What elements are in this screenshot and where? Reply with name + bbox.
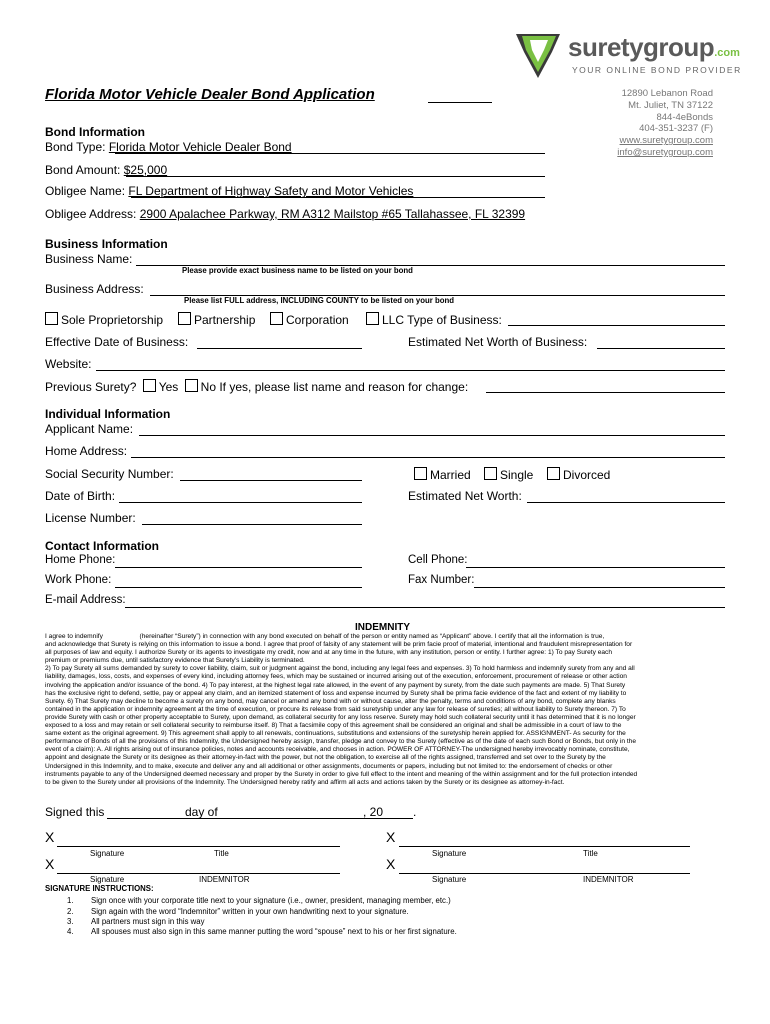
instruction-number: 2.: [67, 907, 74, 916]
obligee-address-label: Obligee Address:: [45, 207, 137, 221]
married-checkbox[interactable]: [414, 467, 427, 480]
obligee-address-value: 2900 Apalachee Parkway, RM A312 Mailstop #65 Tallahassee, FL 32399: [139, 207, 526, 221]
single-label: Single: [500, 468, 534, 482]
sig-x-2: X: [386, 829, 396, 845]
fax-number-input[interactable]: [474, 574, 725, 588]
company-logo: [508, 26, 742, 81]
indemnity-line: provide Surety with cash or other property acceptable to Surety, upon demand, as collateral security for any loss reserve. Surety may hold such collateral security until it has determined that it is no longer: [45, 713, 636, 721]
llc-label: LLC: [382, 313, 405, 327]
previous-surety-no-checkbox[interactable]: [185, 379, 198, 392]
instruction-item: All spouses must also sign in this same manner putting the word “spouse” next to his or her first signature.: [91, 927, 457, 936]
partnership-label: Partnership: [194, 313, 256, 327]
indemnity-line: to be given to the Surety under all provisions of the Indemnity. The Undersigned hereby ratify and affirm all acts and actions taken by the Surety or its designee as attorney-in-fact.: [45, 778, 565, 786]
indemnity-line: all purposes of law and equity. I authorize Surety or its agents to investigate my credit, now and at any time in the future, with any institution, person or entity. I further agree: 1) To pay Surety each: [45, 649, 612, 657]
contact-info-heading: Contact Information: [45, 539, 159, 553]
ssn-label: Social Security Number:: [45, 467, 174, 481]
indemnity-line: has the exclusive right to defend, settle, pay or appeal any claim, and an itemized statement of loss and expense incurred by Surety shall be prima facie evidence of the fact and extent of my liability to: [45, 689, 627, 697]
individual-net-worth-input[interactable]: [527, 489, 725, 503]
logo-wordmark: suretygroup: [568, 32, 715, 62]
divorced-label: Divorced: [563, 468, 611, 482]
individual-info-heading: Individual Information: [45, 407, 171, 421]
work-phone-label: Work Phone:: [45, 574, 112, 586]
indemnity-line: 2) To pay Surety all sums demanded by surety to cover liability, claim, suit or judgment against the bond, including any legal fees and expenses. 3) To hold harmless and indemnify surety from any and all: [45, 665, 635, 673]
type-of-business-label: Type of Business:: [407, 313, 502, 327]
email-address-label: E-mail Address:: [45, 594, 126, 606]
previous-surety-yes-checkbox[interactable]: [143, 379, 156, 392]
fax-number-label: Fax Number:: [408, 574, 475, 586]
bond-type-value: Florida Motor Vehicle Dealer Bond: [108, 140, 292, 154]
bond-amount-line: [123, 163, 545, 177]
contact-address-1: 12890 Lebanon Road: [621, 88, 713, 99]
website-label: Website:: [45, 357, 92, 371]
dob-input[interactable]: [119, 489, 362, 503]
signature-caption: Signature: [90, 875, 125, 884]
instruction-item: Sign again with the word “Indemnitor” written in your own handwriting next to your signature.: [91, 907, 409, 916]
previous-surety-reason-input[interactable]: [486, 379, 725, 393]
corporation-label: Corporation: [286, 313, 349, 327]
indemnity-line: event of a claim): A. All rights arising out of insurance policies, notes and accounts receivable, and chooses in action. POWER OF ATTORNEY-The undersigned hereby irrevocably nominate, constitute,: [45, 746, 630, 754]
contact-block: [617, 88, 713, 159]
signature-indemnitor-input-1[interactable]: [57, 860, 340, 874]
title-caption: Title: [214, 849, 229, 858]
divorced-checkbox[interactable]: [547, 467, 560, 480]
married-option: [414, 467, 471, 482]
sig-x-3: X: [45, 856, 55, 872]
dob-label: Date of Birth:: [45, 489, 116, 503]
contact-website-link[interactable]: www.suretygroup.com: [619, 135, 713, 147]
obligee-name-label: Obligee Name:: [45, 184, 126, 198]
business-name-input[interactable]: [136, 252, 725, 266]
bond-type-label: Bond Type:: [45, 140, 106, 154]
applicant-name-label: Applicant Name:: [45, 422, 134, 436]
indemnity-line: I agree to indemnify (hereinafter “Surety”) in connection with any bond executed on behalf of the person or entity named as “Applicant” above. I certify that all the information is true,: [45, 633, 605, 640]
signed-year-input[interactable]: [397, 805, 413, 819]
home-phone-label: Home Phone:: [45, 554, 116, 566]
bond-type-line: [115, 140, 545, 154]
logo-tagline: YOUR ONLINE BOND PROVIDER: [572, 65, 742, 75]
obligee-address-row: [45, 207, 525, 221]
indemnity-line: premium or premiums due, until satisfactory evidence that Surety’s Liability is terminated.: [45, 657, 305, 665]
signed-this-label: Signed this: [45, 805, 105, 819]
home-address-input[interactable]: [131, 444, 725, 458]
indemnity-line: instruments payable to any of the Undersigned deemed necessary and proper by the Surety in order to give full effect to the intent and meaning of the within assignment and for the full protection intended: [45, 770, 638, 778]
home-address-label: Home Address:: [45, 444, 128, 458]
bond-amount-value: $25,000: [123, 163, 168, 177]
corporation-checkbox[interactable]: [270, 312, 283, 325]
indemnity-heading: INDEMNITY: [355, 622, 410, 633]
sole-proprietorship-checkbox[interactable]: [45, 312, 58, 325]
contact-address-2: Mt. Juliet, TN 37122: [628, 99, 713, 111]
cell-phone-label: Cell Phone:: [408, 554, 468, 566]
effective-date-label: Effective Date of Business:: [45, 335, 189, 349]
business-net-worth-label: Estimated Net Worth of Business:: [408, 335, 588, 349]
signature-caption: Signature: [90, 849, 125, 858]
contact-phone: 844-4eBonds: [656, 111, 713, 123]
title-underline-extension: [428, 102, 492, 103]
indemnity-line: and acknowledge that Surety is relying on this information to issue a bond. I agree that proof of falsity of any statement will be prim facie proof of material, intentional and fraudulent misrepresentation for: [45, 641, 633, 649]
divorced-option: [547, 467, 610, 482]
applicant-name-input[interactable]: [139, 422, 725, 436]
business-address-note: Please list FULL address, INCLUDING COUNTY to be listed on your bond: [184, 296, 455, 305]
indemnity-text: [45, 633, 725, 787]
contact-email-link[interactable]: info@suretygroup.com: [617, 146, 713, 158]
page-title: Florida Motor Vehicle Dealer Bond Application: [45, 86, 375, 103]
married-label: Married: [430, 468, 471, 482]
title-caption: Title: [583, 849, 598, 858]
business-address-input[interactable]: [150, 282, 725, 296]
previous-surety-no-label: No: [200, 380, 216, 394]
previous-surety-reason-label: If yes, please list name and reason for change:: [219, 380, 469, 394]
website-input[interactable]: [96, 357, 725, 371]
logo-dotcom: .com: [714, 47, 740, 59]
license-number-label: License Number:: [45, 511, 136, 525]
signature-caption: Signature: [432, 849, 467, 858]
previous-surety-label: Previous Surety?: [45, 380, 137, 394]
business-info-heading: Business Information: [45, 237, 168, 251]
instruction-item: Sign once with your corporate title next to your signature (i.e., owner, president, managing member, etc.): [91, 896, 451, 905]
indemnity-line: liability, damages, loss, costs, and expenses of every kind, including attorney fees, which may be sustained or incurred arising out of the execution, enforcement, procurement of release or other action: [45, 673, 627, 681]
signature-title-input-1[interactable]: [57, 833, 340, 847]
indemnity-line: performance of Bonds of all the provisions of this Indemnity, the Undersigned hereby assign, transfer, pledge and convey to the Surety (effective as of the date of each such Bond or Bonds, but only in the: [45, 738, 636, 746]
partnership-checkbox[interactable]: [178, 312, 191, 325]
single-option: [484, 467, 533, 482]
type-of-business-input[interactable]: [508, 312, 725, 326]
signed-day-of-label: day of: [185, 805, 218, 819]
instruction-number: 3.: [67, 917, 74, 926]
indemnity-line: same extent as the original agreement. 9) This agreement shall apply to all renewals, continuations, substitutions and extensions of the suretyship herein applied for. ASSIGNMENT- As security for the: [45, 730, 626, 738]
previous-surety-yes-label: Yes: [158, 380, 179, 394]
instruction-number: 4.: [67, 927, 74, 936]
signature-caption: Signature: [432, 875, 467, 884]
sig-x-1: X: [45, 829, 55, 845]
indemnity-line: Surety. 6) That Surety may decline to become a surety on any bond, may cancel or amend any bond with or without cause, alter the penalty, terms and conditions of any bond, complete any blanks: [45, 697, 616, 705]
partnership-option: [178, 312, 255, 327]
signature-indemnitor-input-2[interactable]: [399, 860, 690, 874]
business-name-label: Business Name:: [45, 252, 133, 266]
sig-x-4: X: [386, 856, 396, 872]
signature-title-input-2[interactable]: [399, 833, 690, 847]
business-address-label: Business Address:: [45, 282, 144, 296]
signed-year-label: , 20: [363, 805, 384, 819]
individual-net-worth-label: Estimated Net Worth:: [408, 489, 522, 503]
obligee-name-line: [131, 184, 545, 198]
bond-info-heading: Bond Information: [45, 125, 145, 139]
indemnity-line: appoint and designate the Surety or its designee as their attorney-in-fact with the power, but not the obligation, to exercise all of the rights assigned, transferred and set over to the Surety by the: [45, 754, 606, 762]
indemnity-line: contained in the application or indemnity agreement at the time of execution, or procure its release from said suretyship under any law for release of sureties; all without liability to Surety thereon. 7) To: [45, 705, 626, 713]
signature-instructions-heading: SIGNATURE INSTRUCTIONS:: [45, 884, 154, 893]
indemnitor-caption: INDEMNITOR: [583, 875, 634, 884]
signed-period: .: [413, 805, 417, 819]
indemnity-line: exposed to a loss and may retain or sell collateral security to reimburse itself. 8) That a facsimile copy of this agreement shall be considered an original and shall be admissible in a court of law to the: [45, 722, 622, 730]
indemnitor-caption: INDEMNITOR: [199, 875, 250, 884]
corporation-option: [270, 312, 349, 327]
work-phone-input[interactable]: [115, 574, 362, 588]
llc-option: [366, 312, 502, 327]
cell-phone-input[interactable]: [466, 554, 725, 568]
email-address-input[interactable]: [125, 594, 725, 608]
indemnity-line: Undersigned in this Indemnity, and to make, execute and deliver any and all additional or other assignments, documents or papers, including but not limited to: the endorsement of checks or other: [45, 762, 613, 770]
logo-emblem-icon: [508, 26, 568, 84]
instruction-item: All partners must sign in this way: [91, 917, 205, 926]
business-net-worth-input[interactable]: [597, 335, 725, 349]
contact-fax: 404-351-3237 (F): [639, 123, 713, 135]
bond-amount-label: Bond Amount:: [45, 163, 121, 177]
effective-date-input[interactable]: [197, 335, 362, 349]
instruction-number: 1.: [67, 896, 74, 905]
obligee-name-value: FL Department of Highway Safety and Motor Vehicles: [128, 184, 414, 198]
business-name-note: Please provide exact business name to be listed on your bond: [182, 266, 413, 275]
home-phone-input[interactable]: [115, 554, 362, 568]
previous-surety-row: [45, 379, 468, 394]
ssn-input[interactable]: [180, 467, 362, 481]
signed-this-row: [45, 805, 417, 819]
license-number-input[interactable]: [142, 511, 362, 525]
single-checkbox[interactable]: [484, 467, 497, 480]
business-type-row: [45, 312, 163, 327]
sole-proprietorship-label: Sole Proprietorship: [61, 313, 164, 327]
indemnity-line: involving the application and/or issuance of the bond. 4) To pay interest, at the highest legal rate allowed, in the event of any payment by surety, from the date such payments are made. 5) That Surety: [45, 681, 626, 689]
llc-checkbox[interactable]: [366, 312, 379, 325]
